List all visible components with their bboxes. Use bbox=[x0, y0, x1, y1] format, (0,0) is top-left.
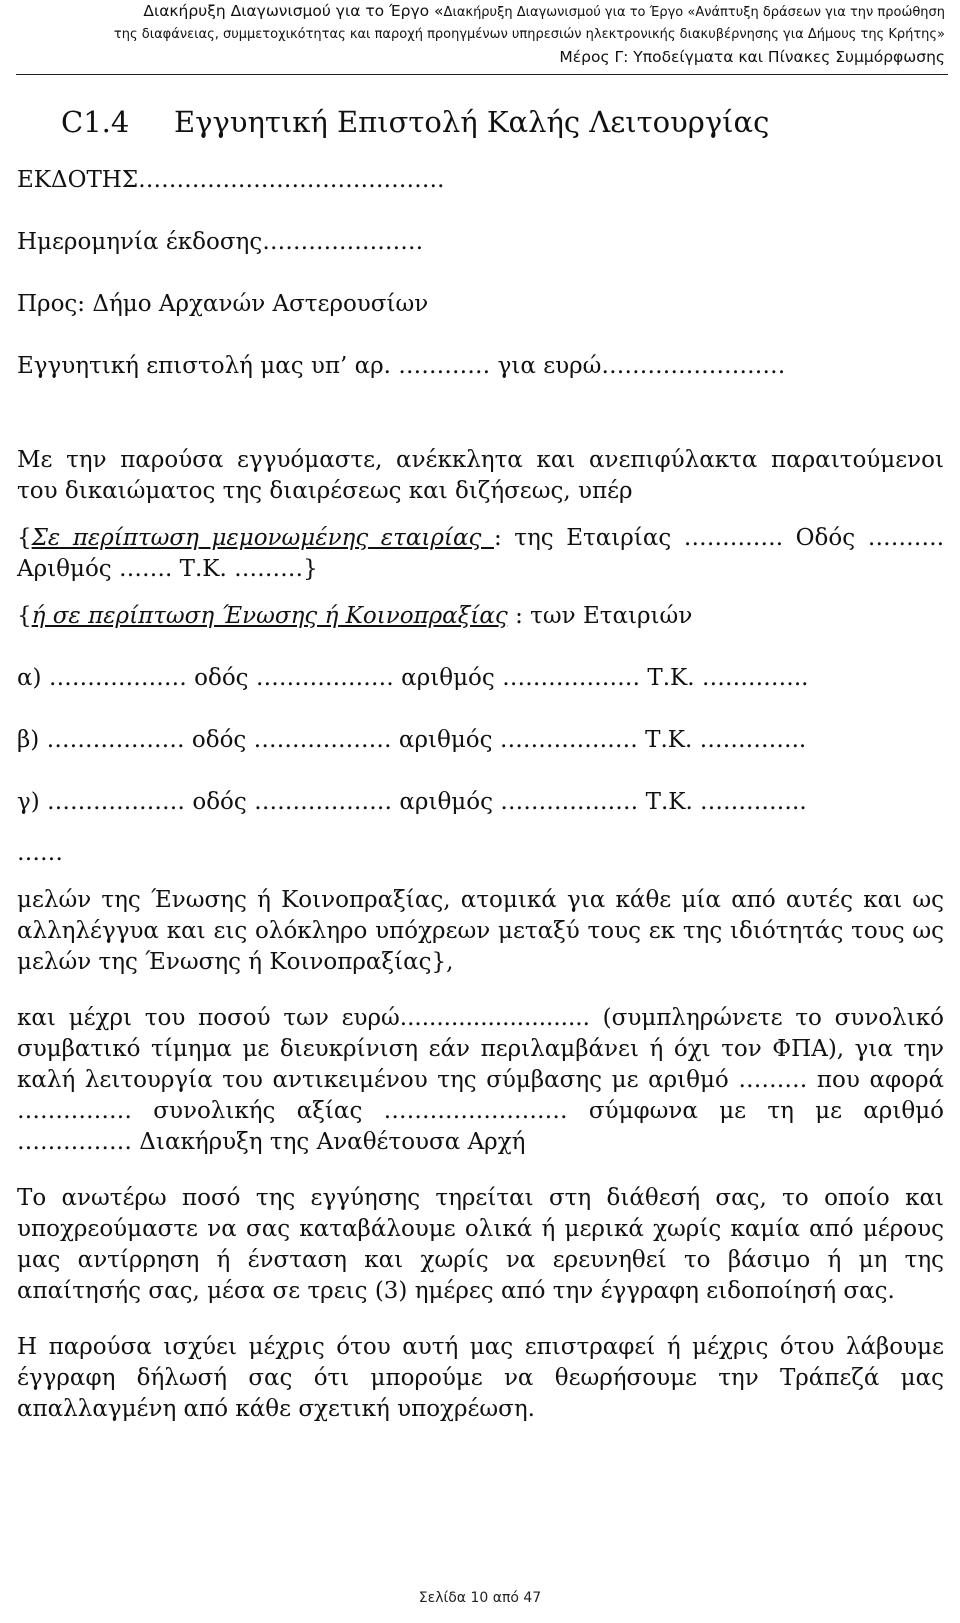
joint-venture-label: ή σε περίπτωση Ένωσης ή Κοινοπραξίας bbox=[31, 603, 508, 629]
brace-open: { bbox=[17, 603, 32, 629]
section-number: C1.4 bbox=[61, 105, 130, 139]
member-row-c: γ) ……………… οδός ……………… αριθμός ……………… Τ.Κ. ………….. bbox=[17, 789, 807, 815]
header-line-2: της διαφάνειας, συμμετοχικότητας και παροχή προηγμένων υπηρεσιών ηλεκτρονικής διακυβέρνησης για Δήμους της Κρήτης» bbox=[113, 27, 945, 42]
issuer-field: ΕΚΔΟΤΗΣ…………………………………. bbox=[17, 167, 445, 193]
header-line-1b: Διακήρυξη Διαγωνισμού για το Έργο «Ανάπτυξη δράσεων για την προώθηση bbox=[443, 5, 945, 20]
paragraph-amount: και μέχρι του ποσού των ευρώ.......................... (συμπληρώνετε το συνολικό συμβατικό τίμημα με διευκρίνιση εάν περιλαμβάνει ή όχι τον ΦΠΑ), για την καλή λειτουργία του αντικειμένου της σύμβασης με αριθμό ……… που αφορά …………… συνολικής αξίας …………………… σύμφωνα με τη με αριθμό …………… Διακήρυξη της Αναθέτουσα Αρχή bbox=[17, 1005, 944, 1155]
section-title-text: Εγγυητική Επιστολή Καλής Λειτουργίας bbox=[174, 105, 770, 139]
header-line-1 bbox=[0, 0, 945, 24]
guarantee-reference: Εγγυητική επιστολή μας υπ’ αρ. ………… για ευρώ…………………… bbox=[17, 353, 786, 379]
single-company-label: Σε περίπτωση μεμονωμένης εταιρίας bbox=[31, 525, 494, 551]
issue-date-field: Ημερομηνία έκδοσης………………… bbox=[17, 229, 424, 255]
page-number: Σελίδα 10 από 47 bbox=[418, 1590, 542, 1606]
paragraph-intro: Με την παρούσα εγγυόμαστε, ανέκκλητα και ανεπιφύλακτα παραιτούμενοι του δικαιώματος της διαιρέσεως και διζήσεως, υπέρ bbox=[17, 447, 944, 504]
brace-open: { bbox=[17, 525, 32, 551]
page-header bbox=[0, 0, 945, 68]
header-divider bbox=[16, 74, 948, 75]
member-row-more: …… bbox=[17, 840, 63, 866]
joint-venture-text: : των Εταιριών bbox=[515, 603, 693, 629]
paragraph-validity: Η παρούσα ισχύει μέχρις ότου αυτή μας επιστραφεί ή μέχρις ότου λάβουμε έγγραφη δήλωσή σας ότι μπορούμε να θεωρήσουμε την Τράπεζά μας απαλλαγμένη από κάθε σχετική υποχρέωση. bbox=[17, 1334, 944, 1422]
paragraph-members: μελών της Ένωσης ή Κοινοπραξίας, ατομικά για κάθε μία από αυτές και ως αλληλέγγυα και εις ολόκληρο υπόχρεων μεταξύ τους εκ της ιδιότητάς τους ως μελών της Ένωσης ή Κοινοπραξίας}, bbox=[17, 887, 944, 975]
single-company-clause bbox=[17, 523, 944, 585]
document-body bbox=[17, 104, 944, 1425]
single-company-details: : της Εταιρίας …………. Οδός ………. Αριθμός ……. Τ.Κ. ………} bbox=[17, 525, 944, 582]
member-row-a: α) ……………… οδός ……………… αριθμός ……………… Τ.Κ. ………….. bbox=[17, 665, 809, 691]
section-title bbox=[61, 104, 944, 152]
member-row-b: β) ……………… οδός ……………… αριθμός ……………… Τ.Κ. ………….. bbox=[17, 727, 807, 753]
paragraph-obligation: Το ανωτέρω ποσό της εγγύησης τηρείται στη διάθεσή σας, το οποίο και υποχρεούμαστε να σας καταβάλουμε ολικά ή μερικά χωρίς καμία από μέρους μας αντίρρηση ή ένσταση και χωρίς να ερευνηθεί το βάσιμο ή μη της απαίτησής σας, μέσα σε τρεις (3) ημέρες από την έγγραφη ειδοποίησή σας. bbox=[17, 1185, 944, 1304]
header-line-3: Μέρος Γ: Υποδείγματα και Πίνακες Συμμόρφωσης bbox=[559, 48, 945, 66]
header-line-1a: Διακήρυξη Διαγωνισμού για το Έργο « bbox=[143, 2, 444, 20]
joint-venture-clause bbox=[17, 601, 944, 632]
recipient-field: Προς: Δήμο Αρχανών Αστερουσίων bbox=[17, 291, 429, 317]
